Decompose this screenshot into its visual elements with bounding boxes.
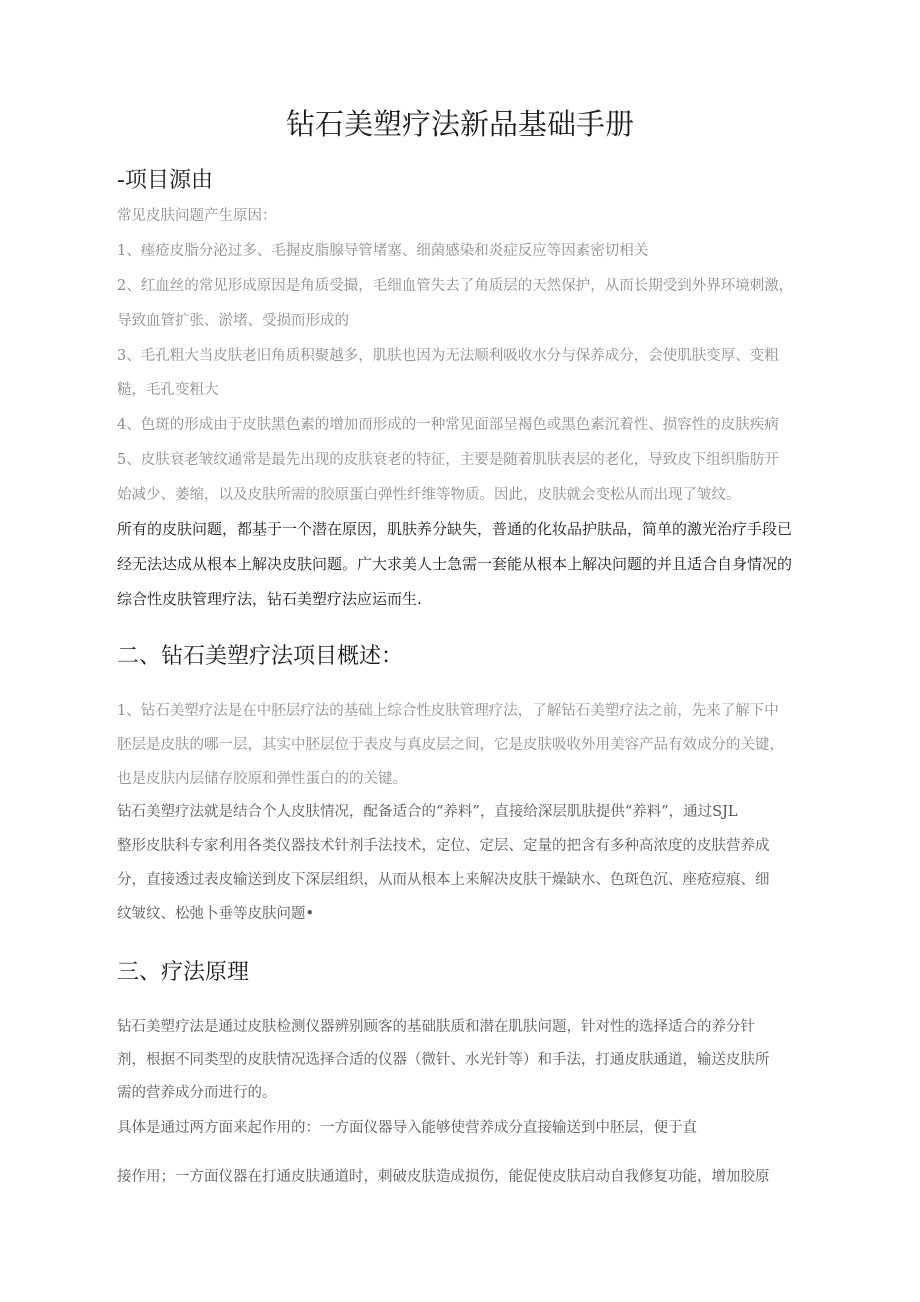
paragraph-line: 剂，根据不同类型的皮肤情况选择合适的仪器（微针、水光针等）和手法，打通皮肤通道，输送皮肤所: [117, 1052, 770, 1068]
section-heading-overview: 二、钻石美塑疗法项目概述：: [117, 644, 404, 669]
paragraph-line: 接作用；一方面仪器在打通皮肤通道时，刺破皮肤造成损伤，能促使皮肤启动自我修复功能，增加胶原: [117, 1169, 770, 1185]
paragraph-line: 糙，毛孔变粗大: [117, 382, 219, 398]
paragraph-line: 分，直接透过表皮输送到皮下深层组织，从而从根本上来解决皮肤干燥缺水、色斑色沉、座疮痘痕、细: [117, 872, 770, 888]
paragraph-line: 具体是通过两方面来起作用的：一方面仪器导入能够使营养成分直接输送到中胚层，便于直: [117, 1120, 697, 1136]
paragraph-line: 1、钻石美塑疗法是在中胚层疗法的基础上综合性皮肤管理疗法，了解钻石美塑疗法之前，先来了解下中: [117, 703, 779, 719]
paragraph-line: 始减少、萎缩，以及皮肤所需的胶原蛋白弹性纤维等物质。因此，皮肤就会变松从而出现了皱纹。: [117, 487, 741, 503]
bold-paragraph-line: 经无法达成从根本上解决皮肤问题。广大求美人士急需一套能从根本上解决问题的并且适合自身情况的: [117, 555, 793, 573]
paragraph-line: 胚层是皮肤的哪一层，其实中胚层位于表皮与真皮层之间，它是皮肤吸收外用美容产品有效成分的关键，: [117, 737, 784, 753]
paragraph-line: 需的营养成分而进行的。: [117, 1085, 277, 1101]
paragraph-line: 2、红血丝的常见形成原因是角质受撮，毛细血管失去了角质层的天然保护，从而长期受到外界环境刺激，: [117, 278, 794, 294]
paragraph-line: 3、毛孔粗大当皮肤老旧角质积聚越多，肌肤也因为无法顺利吸收水分与保养成分，会使肌肤变厚、变粗: [117, 348, 779, 364]
paragraph-line: 整形皮肤科专家利用各类仪器技术针剂手法技术，定位、定层、定量的把含有多种高浓度的皮肤营养成: [117, 838, 770, 854]
paragraph-line: 钻石美塑疗法是通过皮肤检测仪器辨别顾客的基础肤质和潜在肌肤问题，针对性的选择适合的养分针: [117, 1019, 755, 1035]
paragraph-line: 1、瘗疮皮脂分泌过多、毛握皮脂腺导管堵塞、细菌感染和炎症反应等因素密切相关: [117, 243, 649, 259]
paragraph-line: 导致血管扩张、淤堵、受损而形成的: [117, 313, 349, 329]
bold-paragraph-line: 综合性皮肤管理疗法，钻石美塑疗法应运而生.: [117, 590, 422, 608]
paragraph-line: 常见皮肤问题产生原因：: [117, 208, 277, 224]
paragraph-line: 4、色斑的形成由于皮肤黑色素的增加而形成的一种常见面部呈褐色或黑色素沉着性、损容性的皮肤疾病: [117, 417, 779, 433]
paragraph-line: 也是皮肤内层储存胶原和弹性蛋白的的关键。: [117, 771, 407, 787]
document-title: 钻石美塑疗法新品基础手册: [285, 107, 634, 141]
section-heading-origin: -项目源由: [117, 168, 213, 193]
paragraph-line: 5、皮肤衰老皱纹通常是最先出现的皮肤衰老的特征，主要是随着肌肤表层的老化，导致皮下组织脂肪开: [117, 452, 779, 468]
bold-paragraph-line: 所有的皮肤问题，都基于一个潜在原因，肌肤养分缺失，普通的化妆品护肤品，简单的激光治疗手段已: [117, 520, 793, 538]
paragraph-line: 纹皱纹、松弛卜垂等皮肤问题•: [117, 906, 315, 922]
section-heading-principle: 三、疗法原理: [117, 960, 250, 985]
paragraph-line: 钻石美塑疗法就是结合个人皮肤情况，配备适合的“养料”，直接给深层肌肤提供“养料”，通过SJL: [117, 804, 738, 820]
